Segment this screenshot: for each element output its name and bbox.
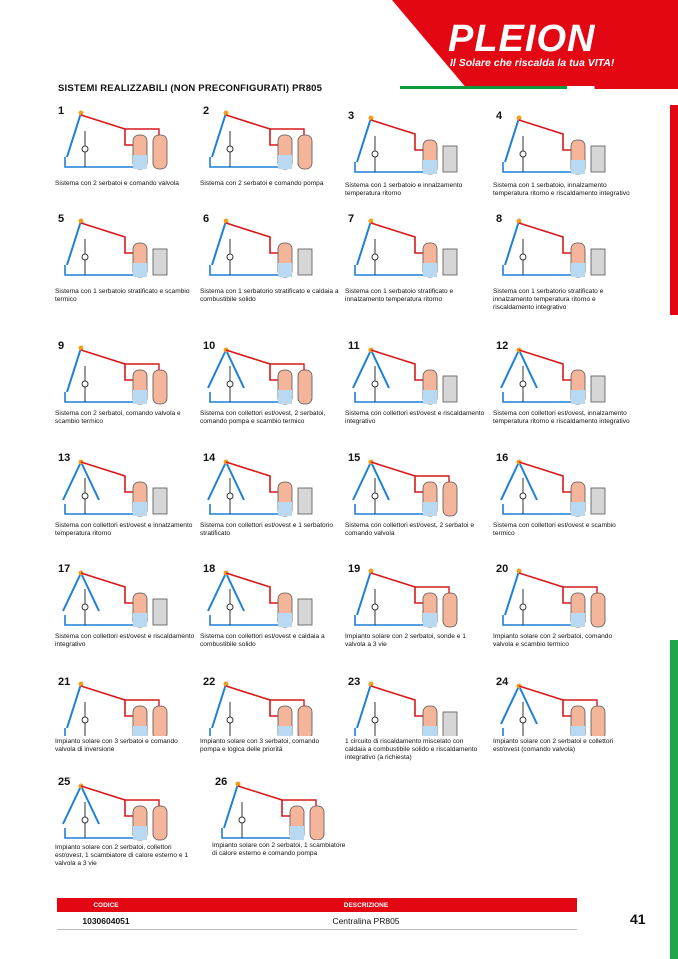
system-number: 23: [348, 676, 361, 688]
system-5: [55, 213, 200, 316]
system-diagram: [345, 563, 465, 631]
system-3: [345, 110, 490, 210]
system-number: 5: [58, 213, 65, 225]
system-diagram: [55, 340, 175, 408]
system-diagram: [200, 563, 320, 631]
system-diagram: [200, 340, 320, 408]
description-header: DESCRIZIONE: [155, 898, 577, 912]
system-number: 10: [203, 340, 216, 352]
system-4: [493, 110, 638, 210]
system-caption: Sistema con collettori est/ovest e scambio termico: [493, 522, 616, 538]
system-number: 7: [348, 213, 355, 225]
system-diagram: [55, 452, 175, 520]
system-7: [345, 213, 490, 316]
system-14: [200, 452, 345, 550]
system-caption: Sistema con 2 serbatoi e comando valvola: [55, 180, 179, 187]
system-caption: Sistema con 1 serbatoio, innalzamento temperatura ritorno e riscaldamento integrativo: [493, 182, 630, 198]
system-caption: Impianto solare con 2 serbatoi, comando valvola e scambio termico: [493, 633, 613, 649]
system-26: [212, 776, 357, 870]
system-diagram: [55, 105, 175, 178]
system-number: 26: [215, 776, 228, 788]
brand-slogan: Il Solare che riscalda la tua VITA!: [450, 57, 615, 69]
system-number: 4: [496, 110, 503, 122]
system-15: [345, 452, 490, 550]
system-diagram: [200, 452, 320, 520]
system-16: [493, 452, 638, 550]
system-diagram: [345, 110, 465, 180]
system-number: 15: [348, 452, 361, 464]
system-caption: Sistema con 1 serbatorio stratificato e innalzamento temperatura ritorno e riscaldamento integrativo: [493, 288, 604, 312]
system-caption: Sistema con collettori est/ovest, 2 serbatoi e comando valvola: [345, 522, 475, 538]
system-diagram: [212, 776, 332, 840]
system-caption: 1 circuito di riscaldamento miscelato con caldaia a combustibile solido e riscaldamento integrativo (a richiesta): [345, 738, 478, 762]
system-number: 20: [496, 563, 509, 575]
system-22: [200, 676, 345, 766]
system-number: 19: [348, 563, 361, 575]
system-19: [345, 563, 490, 661]
system-number: 9: [58, 340, 65, 352]
system-number: 22: [203, 676, 216, 688]
system-23: [345, 676, 490, 766]
system-diagram: [345, 340, 465, 408]
system-18: [200, 563, 345, 661]
system-number: 17: [58, 563, 71, 575]
system-diagram: [345, 676, 465, 736]
system-number: 18: [203, 563, 216, 575]
system-17: [55, 563, 200, 661]
system-diagram: [493, 340, 613, 408]
side-accent-green: [670, 640, 678, 959]
system-diagram: [200, 676, 320, 736]
system-caption: Sistema con collettori est/ovest e riscaldamento integrativo: [345, 410, 485, 426]
system-number: 1: [58, 105, 65, 117]
system-caption: Sistema con collettori est/ovest e caldaia a combustibile solido: [200, 633, 325, 649]
system-caption: Impianto solare con 2 serbatoi, collettori est/ovest, 1 scambiatore di calore esterno e 1 valvola a 3 vie: [55, 844, 189, 868]
system-12: [493, 340, 638, 438]
system-6: [200, 213, 345, 316]
product-code: 1030604051: [57, 912, 155, 930]
product-description: Centralina PR805: [155, 912, 577, 930]
system-caption: Sistema con 1 serbatorio stratificato e caldaia a combustibile solido: [200, 288, 339, 304]
side-accent-red: [670, 105, 678, 315]
system-number: 6: [203, 213, 210, 225]
system-number: 3: [348, 110, 355, 122]
system-caption: Sistema con 1 serbatoio stratificato e innalzamento temperatura ritorno: [345, 288, 454, 304]
system-number: 8: [496, 213, 503, 225]
system-caption: Impianto solare con 3 serbatoi, comando pompa e logica delle priorità: [200, 738, 320, 754]
system-caption: Impianto solare con 2 serbatoi e collettori est/ovest (comando valvola): [493, 738, 614, 754]
system-caption: Sistema con collettori est/ovest, innalzamento temperatura ritorno e riscaldamento integrativo: [493, 410, 630, 426]
system-20: [493, 563, 638, 661]
header: [0, 0, 678, 90]
code-header: CODICE: [57, 898, 155, 912]
system-caption: Sistema con 1 serbatoio stratificato e scambio termico: [55, 288, 190, 304]
system-diagram: [55, 563, 175, 631]
system-diagram: [200, 213, 320, 286]
system-9: [55, 340, 200, 438]
italian-flag-stripe: [400, 86, 678, 89]
system-number: 11: [348, 340, 360, 352]
table-row: [57, 912, 577, 930]
system-caption: Sistema con collettori est/ovest e innalzamento temperatura ritorno: [55, 522, 193, 538]
system-caption: Sistema con 2 serbatoi, comando valvola e scambio termico: [55, 410, 181, 426]
system-number: 2: [203, 105, 210, 117]
page-number: 41: [630, 911, 646, 927]
system-11: [345, 340, 490, 438]
system-caption: Impianto solare con 2 serbatoi, sonde e 1 valvola a 3 vie: [345, 633, 466, 649]
product-table: [57, 898, 577, 930]
system-diagram: [493, 213, 613, 286]
brand-logo: PLEION: [448, 18, 596, 60]
system-caption: Sistema con 1 serbatoio e innalzamento temperatura ritorno: [345, 182, 463, 198]
system-number: 13: [58, 452, 71, 464]
system-diagram: [493, 452, 613, 520]
system-number: 24: [496, 676, 509, 688]
system-diagram: [55, 776, 175, 842]
system-2: [200, 105, 345, 208]
system-13: [55, 452, 200, 550]
system-25: [55, 776, 200, 872]
system-diagram: [55, 213, 175, 286]
system-diagram: [493, 563, 613, 631]
system-21: [55, 676, 200, 766]
system-8: [493, 213, 638, 316]
system-diagram: [55, 676, 175, 736]
system-caption: Sistema con collettori est/ovest e 1 serbatorio stratificato: [200, 522, 334, 538]
system-number: 21: [58, 676, 71, 688]
system-number: 16: [496, 452, 509, 464]
system-24: [493, 676, 638, 766]
system-1: [55, 105, 200, 208]
system-diagram: [493, 110, 613, 180]
system-number: 25: [58, 776, 71, 788]
system-10: [200, 340, 345, 438]
system-caption: Impianto solare con 3 serbatoi e comando valvola di inversione: [55, 738, 178, 754]
system-caption: Sistema con collettori est/ovest, 2 serbatoi, comando pompa e scambio termico: [200, 410, 326, 426]
system-diagram: [493, 676, 613, 736]
system-diagram: [200, 105, 320, 178]
system-diagram: [345, 452, 465, 520]
system-caption: Sistema con collettori est/ovest e riscaldamento integrativo: [55, 633, 195, 649]
system-number: 12: [496, 340, 509, 352]
page-title: SISTEMI REALIZZABILI (NON PRECONFIGURATI) PR805: [58, 83, 323, 94]
system-caption: Impianto solare con 2 serbatoi, 1 scambiatore di calore esterno e comando pompa: [212, 842, 346, 858]
system-diagram: [345, 213, 465, 286]
system-number: 14: [203, 452, 216, 464]
system-caption: Sistema con 2 serbatoi e comando pompa: [200, 180, 324, 187]
